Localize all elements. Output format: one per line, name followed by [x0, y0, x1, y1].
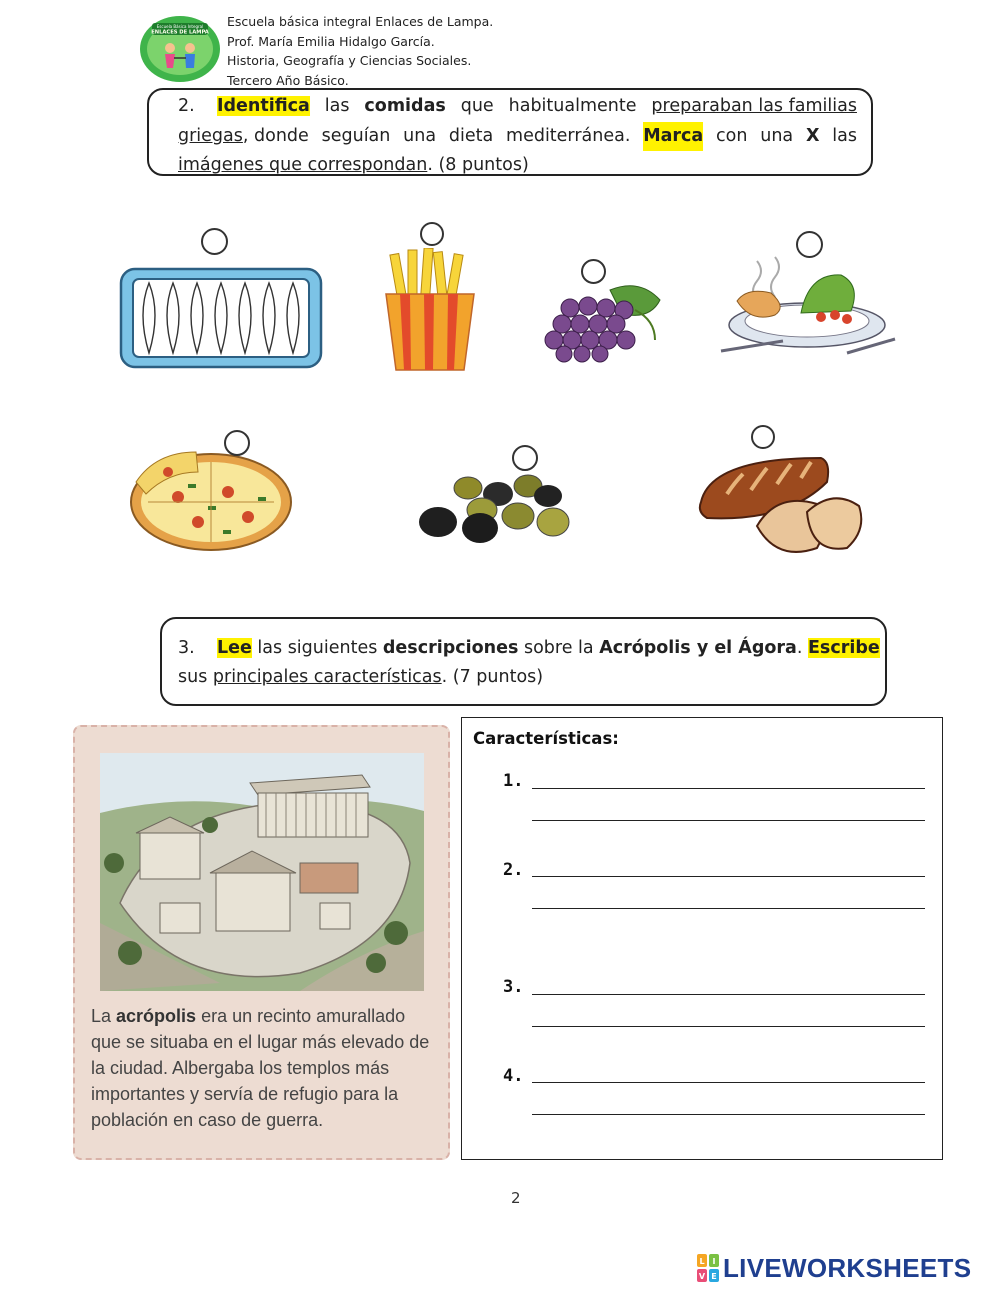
chicken-salad-plate-image — [717, 255, 897, 367]
q3-descripciones: descripciones — [382, 638, 519, 658]
q3-number: 3. — [178, 638, 195, 658]
q2-word: una — [760, 125, 794, 146]
question-2-box — [147, 88, 873, 176]
q2-word: mediterránea. — [506, 125, 631, 146]
page-number: 2 — [511, 1189, 521, 1207]
q2-word: habitualmente — [508, 96, 637, 116]
q2-word: las — [832, 125, 857, 146]
q2-word: que — [460, 96, 494, 116]
answer-line-1a[interactable] — [532, 788, 925, 789]
q2-puntos: . (8 puntos) — [427, 155, 529, 175]
fish-tray-image — [117, 265, 325, 371]
answer-line-4a[interactable] — [532, 1082, 925, 1083]
q2-x: X — [805, 125, 820, 146]
q2-marca: Marca — [643, 122, 703, 152]
acropolis-card — [73, 725, 450, 1160]
radio-bread[interactable] — [751, 425, 775, 449]
svg-text:L: L — [699, 1257, 705, 1266]
liveworksheets-logo-icon — [697, 1254, 719, 1282]
item-number: 2. — [503, 860, 524, 880]
subject-name: Historia, Geografía y Ciencias Sociales. — [227, 53, 472, 68]
acropolis-text: La — [91, 1006, 117, 1026]
q3-text: sobre la — [518, 638, 600, 658]
q2-griegas: griegas — [178, 125, 243, 146]
q2-word: una — [403, 125, 437, 146]
q2-word: seguían — [321, 125, 391, 146]
brand-text: LIVEWORKSHEETS — [723, 1252, 972, 1283]
q2-preparaban: preparaban las familias — [651, 96, 857, 116]
pizza-image — [128, 442, 294, 554]
q3-text: las siguientes — [251, 638, 383, 658]
q2-word: las — [324, 96, 350, 116]
acropolis-bold: acrópolis — [116, 1006, 197, 1026]
svg-text:I: I — [712, 1257, 716, 1266]
characteristics-panel — [461, 717, 943, 1160]
q2-identifica: Identifica — [216, 96, 310, 116]
grapes-image — [540, 280, 670, 364]
olives-image — [418, 472, 572, 548]
radio-grapes[interactable] — [581, 259, 606, 284]
q3-principales: principales características — [212, 667, 442, 687]
q3-line-2 — [178, 663, 865, 692]
q3-acropolis-agora: Acrópolis y el Ágora — [599, 638, 797, 658]
answer-line-2a[interactable] — [532, 876, 925, 877]
radio-chicken-salad[interactable] — [796, 231, 823, 258]
item-number: 4. — [503, 1066, 524, 1086]
liveworksheets-brand[interactable] — [697, 1252, 971, 1284]
q3-escribe: Escribe — [807, 638, 880, 658]
svg-text:E: E — [711, 1272, 717, 1281]
teacher-name: Prof. María Emilia Hidalgo García. — [227, 33, 435, 49]
header-info — [227, 12, 493, 90]
q3-text: . — [796, 638, 808, 658]
answer-line-2b[interactable] — [532, 908, 925, 909]
q3-lee: Lee — [216, 638, 252, 658]
logo-small-text: Escuela Básica Integral — [156, 24, 204, 29]
acropolis-text: era un recinto amurallado que se situaba en el lugar más elevado de la ciudad. Albergaba los templos más importantes y servía de refugio para la población en caso de guerra. — [91, 1006, 430, 1130]
bread-image — [697, 452, 865, 556]
question-3-box — [160, 617, 887, 706]
grade-name: Tercero Año Básico. — [227, 72, 349, 88]
q2-word: con — [716, 125, 748, 146]
answer-line-3a[interactable] — [532, 994, 925, 995]
q3-line-1 — [178, 634, 880, 663]
item-number: 3. — [503, 977, 524, 997]
radio-fries[interactable] — [420, 222, 444, 246]
acropolis-description — [91, 1003, 436, 1133]
item-number: 1. — [503, 771, 524, 791]
radio-fish[interactable] — [201, 228, 228, 255]
q3-text: sus — [178, 667, 213, 687]
q2-number: 2. — [178, 96, 195, 116]
q2-comidas: comidas — [364, 96, 446, 116]
school-name: Escuela básica integral Enlaces de Lampa. — [227, 14, 494, 29]
q2-line-3 — [178, 151, 857, 181]
answer-line-4b[interactable] — [532, 1114, 925, 1115]
answer-line-1b[interactable] — [532, 820, 925, 821]
svg-text:V: V — [698, 1272, 706, 1281]
q2-word: , donde — [242, 125, 309, 146]
logo-text: ENLACES DE LAMPA — [151, 29, 209, 36]
school-logo — [138, 12, 222, 84]
q2-word: dieta — [448, 125, 494, 146]
q3-puntos: . (7 puntos) — [441, 667, 544, 687]
q2-line-1 — [178, 92, 857, 122]
acropolis-illustration — [100, 753, 424, 991]
q2-line-2 — [178, 122, 857, 152]
french-fries-image — [380, 248, 480, 372]
q2-imagenes: imágenes que correspondan — [178, 155, 428, 175]
radio-pizza[interactable] — [224, 430, 250, 456]
characteristics-title: Características: — [473, 729, 619, 748]
radio-olives[interactable] — [512, 445, 538, 471]
answer-line-3b[interactable] — [532, 1026, 925, 1027]
